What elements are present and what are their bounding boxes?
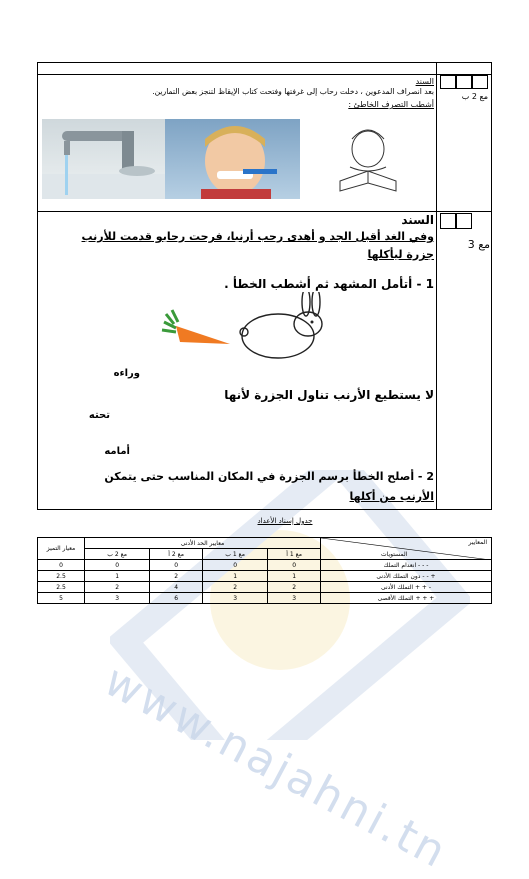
cell: 0 bbox=[150, 560, 203, 571]
cell: 3 bbox=[202, 593, 267, 604]
cell: 2 bbox=[150, 571, 203, 582]
subheader-cell: مع 2 ب bbox=[85, 549, 150, 560]
table-row bbox=[38, 571, 492, 582]
context-text: بعد انصراف المدعوين ، دخلت رحاب إلى غرفتها وفتحت كتاب الإيقاظ لتنجز بعض التمارين. bbox=[152, 87, 434, 96]
cell: 3 bbox=[268, 593, 321, 604]
criterion-label: مع 3 bbox=[467, 238, 490, 251]
intro-text-2: جزرة ليأكلها bbox=[367, 248, 434, 261]
instruction-text: أشطب التصرف الخاطئ : bbox=[348, 100, 434, 109]
cell: 2 bbox=[85, 582, 150, 593]
question-2-line2: الأرنب من أكلها bbox=[349, 490, 434, 503]
table-row bbox=[38, 593, 492, 604]
grading-table bbox=[37, 537, 492, 604]
sanad-label: السند bbox=[401, 213, 434, 227]
subheader-cell: مع 2 أ bbox=[150, 549, 203, 560]
cell: 0 bbox=[268, 560, 321, 571]
girl-reading-image[interactable] bbox=[300, 119, 434, 199]
grading-title: جدول إسناد الأعداد bbox=[257, 517, 313, 525]
cell: 1 bbox=[85, 571, 150, 582]
cell: 2 bbox=[268, 582, 321, 593]
cell: 3 bbox=[85, 593, 150, 604]
cell: 0 bbox=[38, 560, 85, 571]
criteria-levels-header bbox=[321, 538, 492, 560]
intro-text: وفي الغد أقبل الجد و أهدى رحب أرنبا، فرحت رحابو قدمت للأرنب bbox=[81, 230, 434, 243]
subheader-cell: مع 1 أ bbox=[268, 549, 321, 560]
choice-front[interactable]: أمامه bbox=[104, 446, 130, 457]
cell: 4 bbox=[150, 582, 203, 593]
level-cell: التملك الأقصى + + + bbox=[321, 593, 492, 604]
cell: 2.5 bbox=[38, 582, 85, 593]
choice-behind[interactable]: وراءه bbox=[113, 368, 140, 379]
excellence-header: معيار التميز bbox=[38, 538, 85, 560]
sanad-label: السند bbox=[415, 77, 434, 86]
cell: 2 bbox=[202, 582, 267, 593]
levels-header: المستويات bbox=[381, 551, 408, 558]
choice-under[interactable]: تحته bbox=[88, 410, 110, 421]
cell: 6 bbox=[150, 593, 203, 604]
score-box[interactable] bbox=[440, 75, 456, 89]
score-box[interactable] bbox=[440, 213, 456, 229]
rabbit-image bbox=[230, 292, 330, 362]
cell: 1 bbox=[202, 571, 267, 582]
subheader-cell: مع 1 ب bbox=[202, 549, 267, 560]
min-header: معايير الحد الأدنى bbox=[85, 538, 321, 549]
cell: 2.5 bbox=[38, 571, 85, 582]
question-1: 1 - أتأمل المشهد ثم أشطب الخطأ . bbox=[224, 277, 434, 291]
level-cell: دون التملك الأدنى - - + bbox=[321, 571, 492, 582]
cell: 0 bbox=[202, 560, 267, 571]
level-cell: انعدام التملك - - - bbox=[321, 560, 492, 571]
criterion-label: مع 2 ب bbox=[461, 92, 488, 101]
sentence-text: لا يستطيع الأرنب تناول الجزرة لأنها bbox=[224, 388, 434, 402]
score-box[interactable] bbox=[472, 75, 488, 89]
cell: 1 bbox=[268, 571, 321, 582]
watermark-text: www.najahni.tn bbox=[96, 655, 457, 879]
cell: 0 bbox=[85, 560, 150, 571]
cell: 5 bbox=[38, 593, 85, 604]
criteria-header: المعايير bbox=[468, 539, 487, 546]
score-box[interactable] bbox=[456, 75, 472, 89]
boy-brushing-teeth-image[interactable] bbox=[165, 119, 300, 199]
score-box[interactable] bbox=[456, 213, 472, 229]
faucet-image[interactable] bbox=[42, 119, 165, 199]
carrot-image bbox=[160, 308, 235, 358]
question-2: 2 - أصلح الخطأ برسم الجزرة في المكان المناسب حتى يتمكن bbox=[104, 470, 434, 483]
table-row bbox=[38, 582, 492, 593]
table-row bbox=[38, 560, 492, 571]
level-cell: التملك الأدنى + + - bbox=[321, 582, 492, 593]
